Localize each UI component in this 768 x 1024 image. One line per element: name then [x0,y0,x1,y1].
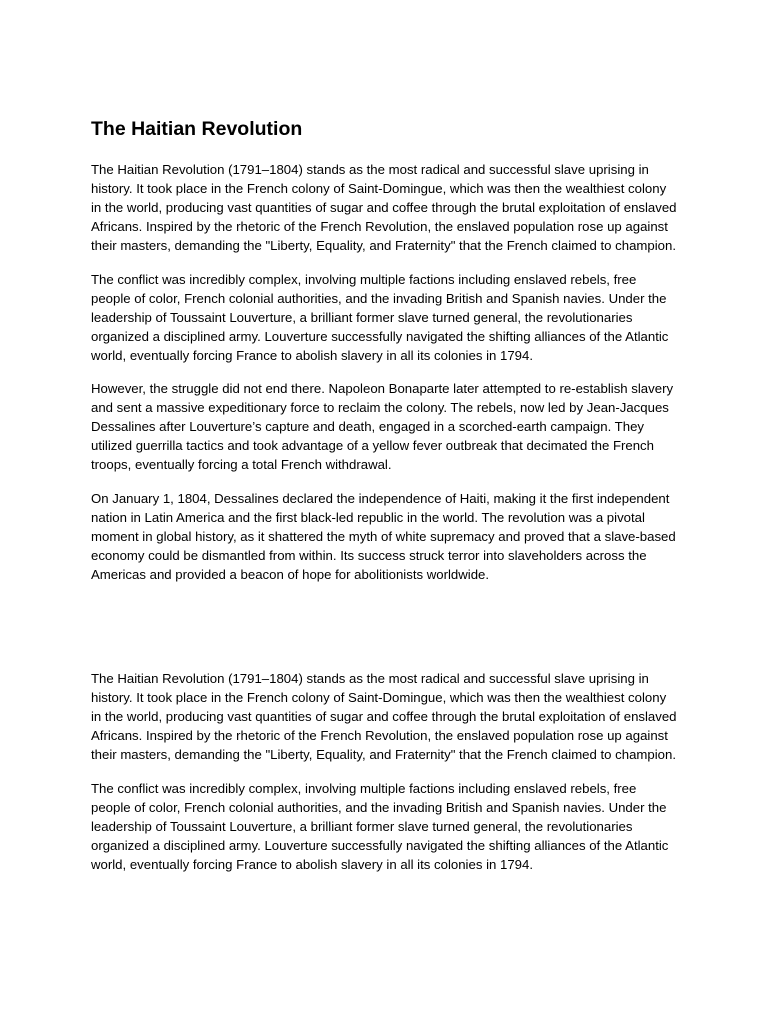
paragraph: However, the struggle did not end there. Napoleon Bonaparte later attempted to re-establish slavery and sent a massive expeditionary force to reclaim the colony. The rebels, now led by Jean-Jacques Dessalines after Louverture’s capture and death, engaged in a scorched-earth campaign. They utilized guerrilla tactics and took advantage of a yellow fever outbreak that decimated the French troops, eventually forcing a total French withdrawal. [91,381,674,472]
paragraph: On January 1, 1804, Dessalines declared the independence of Haiti, making it the first independent nation in Latin America and the first black-led republic in the world. The revolution was a pivotal moment in global history, as it shattered the myth of white supremacy and proved that a slave-based economy could be dismantled from within. Its success struck terror into slaveholders across the Americas and provided a beacon of hope for abolitionists worldwide. [91,490,676,582]
document-title: The Haitian Revolution [91,118,303,140]
paragraph: The conflict was incredibly complex, involving multiple factions including enslaved rebels, free people of color, French colonial authorities, and the invading British and Spanish navies. Under the leadership of Toussaint Louverture, a brilliant former slave turned general, the revolutionaries organized a disciplined army. Louverture successfully navigated the shifting alliances of the Atlantic world, eventually forcing France to abolish slavery in all its colonies in 1794. [91,780,669,872]
body-section-1 [91,160,677,598]
paragraph: The Haitian Revolution (1791–1804) stands as the most radical and successful slave uprising in history. It took place in the French colony of Saint-Domingue, which was then the wealthiest colony in the world, producing vast quantities of sugar and coffee through the brutal exploitation of enslaved Africans. Inspired by the rhetoric of the French Revolution, the enslaved population rose up against their masters, demanding the "Liberty, Equality, and Fraternity" that the French claimed to champion. [91,671,677,762]
paragraph: The conflict was incredibly complex, involving multiple factions including enslaved rebels, free people of color, French colonial authorities, and the invading British and Spanish navies. Under the leadership of Toussaint Louverture, a brilliant former slave turned general, the revolutionaries organized a disciplined army. Louverture successfully navigated the shifting alliances of the Atlantic world, eventually forcing France to abolish slavery in all its colonies in 1794. [91,271,669,363]
body-section-2 [91,669,677,888]
paragraph: The Haitian Revolution (1791–1804) stands as the most radical and successful slave uprising in history. It took place in the French colony of Saint-Domingue, which was then the wealthiest colony in the world, producing vast quantities of sugar and coffee through the brutal exploitation of enslaved Africans. Inspired by the rhetoric of the French Revolution, the enslaved population rose up against their masters, demanding the "Liberty, Equality, and Fraternity" that the French claimed to champion. [91,162,677,253]
